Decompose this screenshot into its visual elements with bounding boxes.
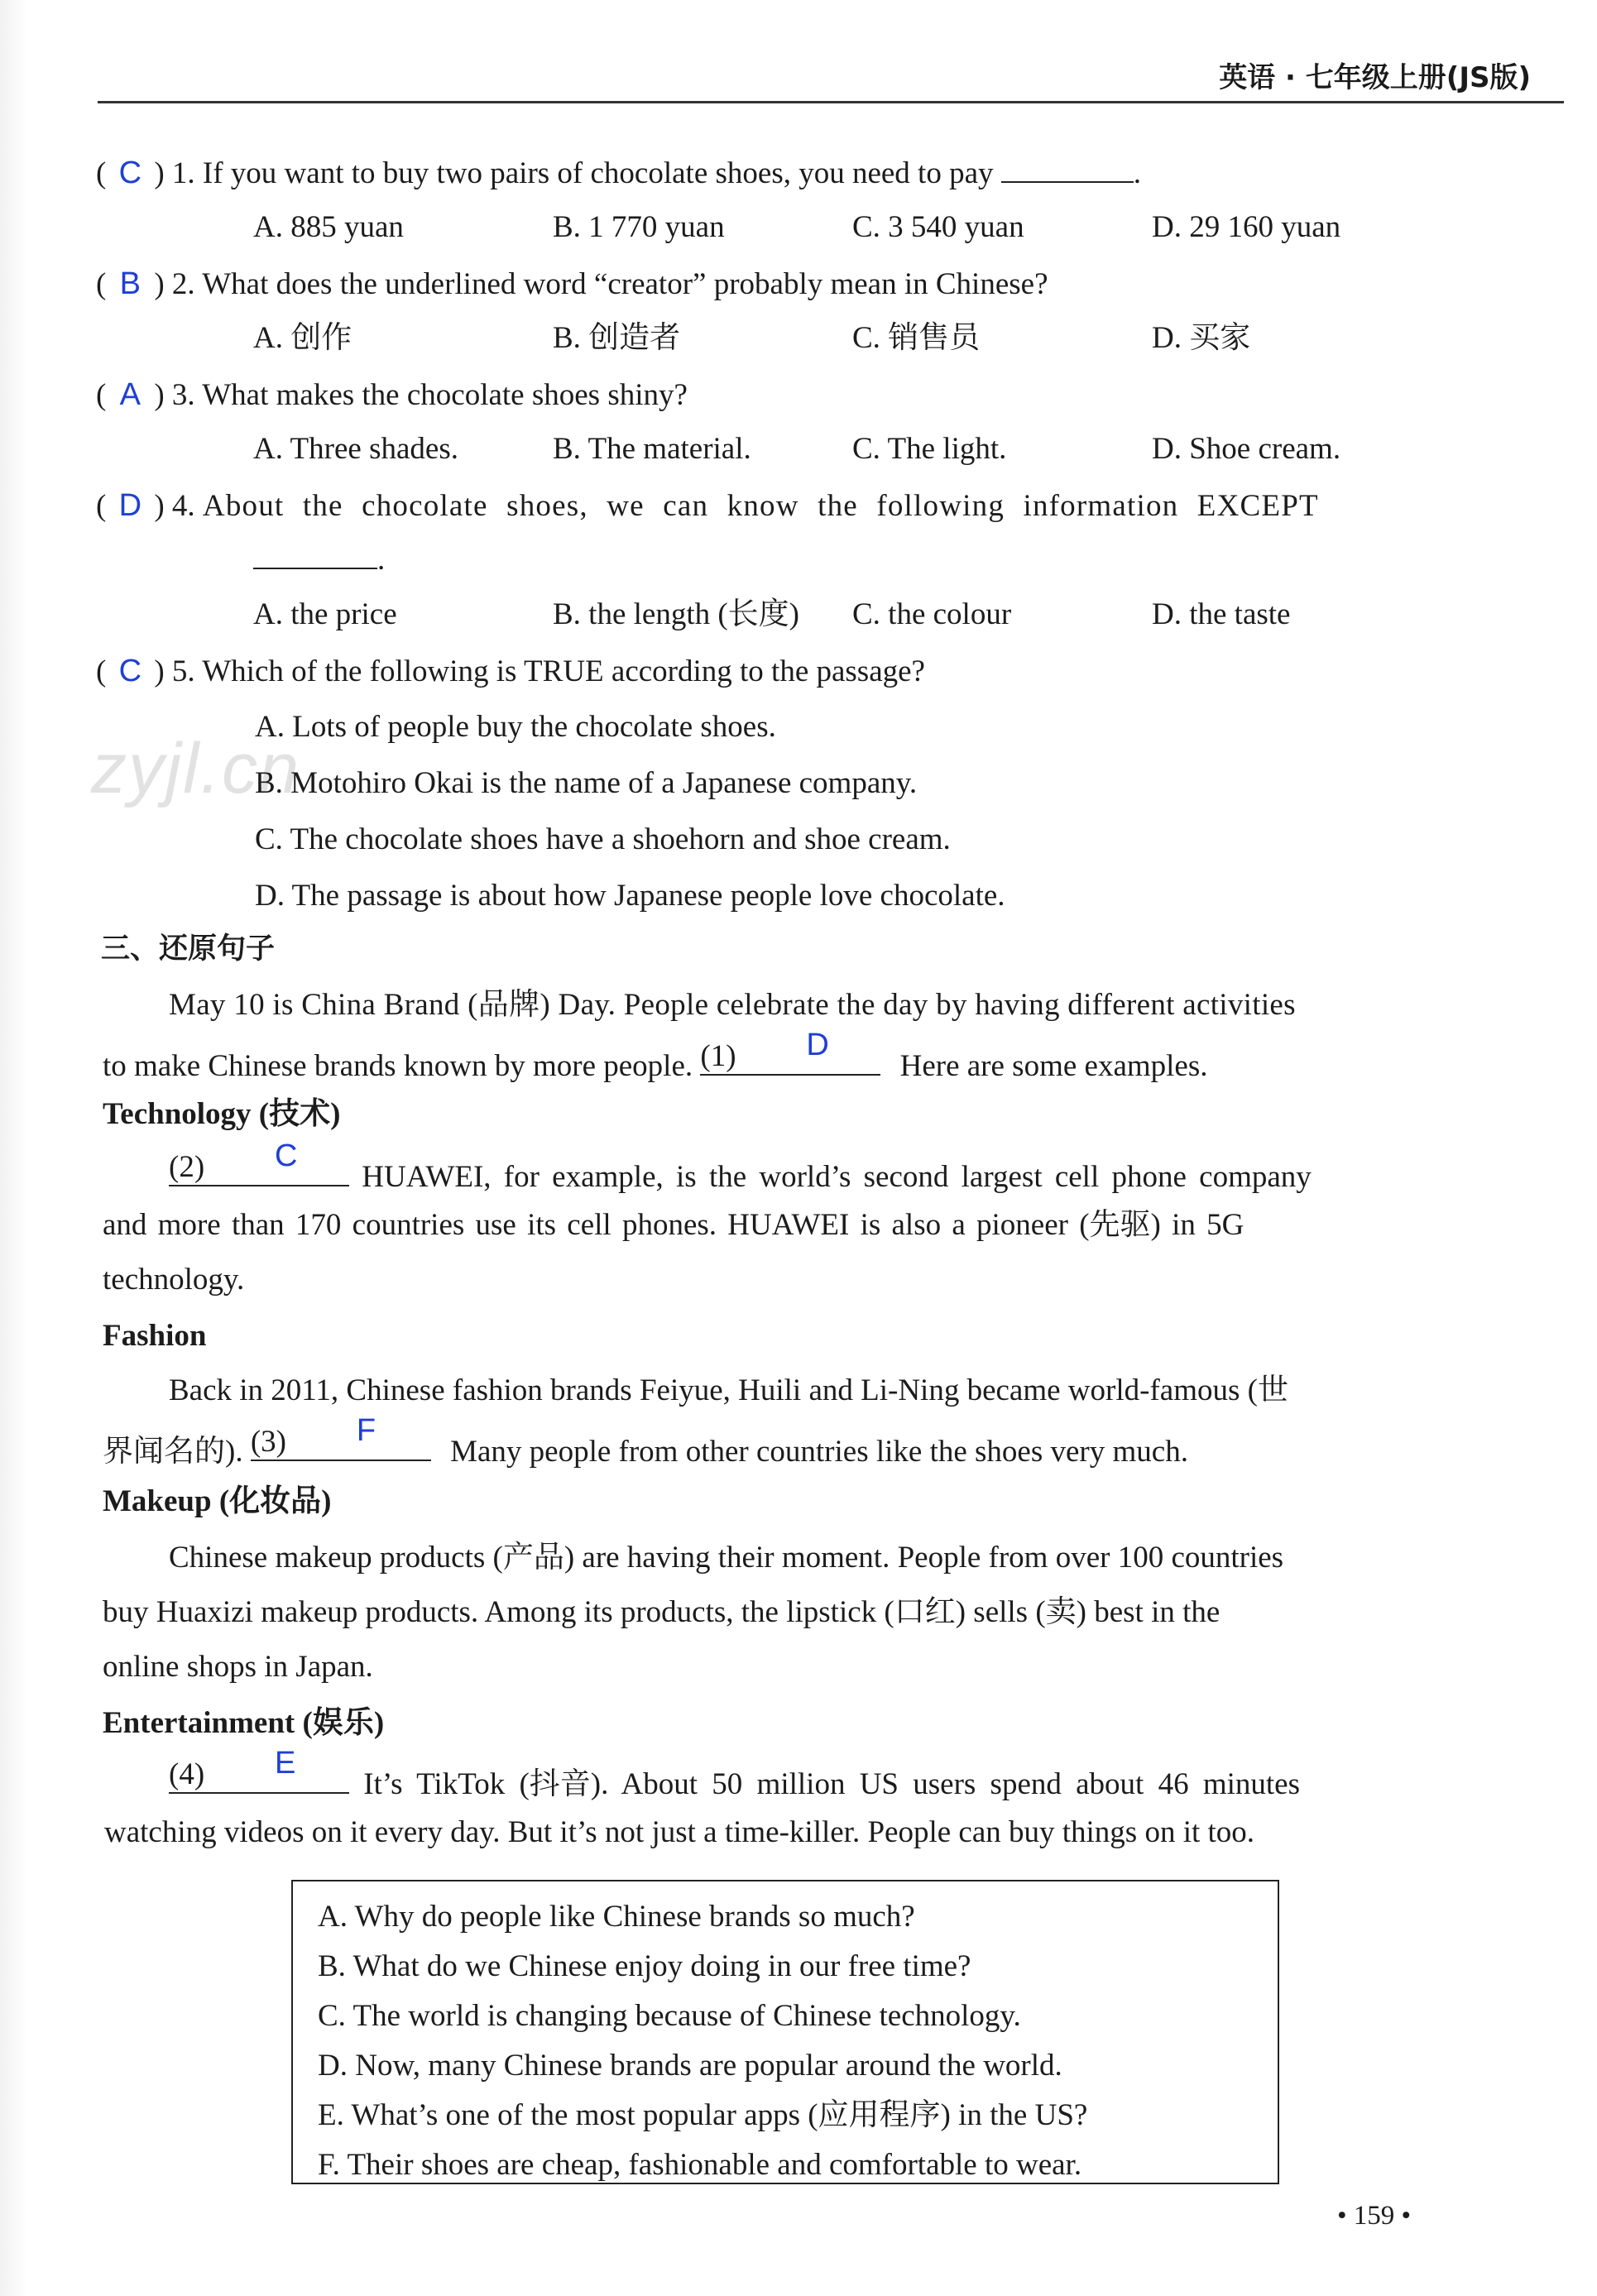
question-number: 5.	[171, 654, 195, 688]
entertainment-line-2: watching videos on it every day. But it’s not just a time-killer. People can buy things on it too.	[104, 1815, 1255, 1849]
gap-1	[700, 1028, 880, 1076]
gap-number: (1)	[700, 1039, 736, 1073]
option-a: A. the price	[253, 597, 397, 631]
question-stem: Which of the following is TRUE according to the passage?	[202, 654, 925, 688]
section-heading: 三、还原句子	[101, 932, 276, 966]
option-d: D. 买家	[1152, 321, 1251, 355]
question-1: ( C ) 1. If you want to buy two pairs of chocolate shoes, you need to pay .	[96, 152, 1141, 194]
page-number: • 159 •	[1337, 2201, 1412, 2231]
fashion-line-1: Back in 2011, Chinese fashion brands Feiyue, Huili and Li-Ning became world-famous (世	[169, 1373, 1288, 1407]
choice-b: B. What do we Chinese enjoy doing in our free time?	[318, 1949, 971, 1983]
option-c: C. The chocolate shoes have a shoehorn and shoe cream.	[255, 822, 951, 856]
choice-a: A. Why do people like Chinese brands so much?	[318, 1900, 915, 1934]
answer-blank	[1001, 153, 1134, 183]
answer-5: C	[118, 654, 142, 688]
option-d: D. 29 160 yuan	[1152, 210, 1341, 244]
gap-number: (2)	[169, 1150, 205, 1184]
answer-3: A	[119, 377, 141, 412]
fashion-text: 界闻名的).	[103, 1435, 243, 1469]
option-b: B. the length (长度)	[553, 597, 800, 631]
option-a: A. 创作	[253, 321, 352, 355]
question-stem: If you want to buy two pairs of chocolate shoes, you need to pay	[202, 156, 994, 190]
technology-heading: Technology (技术)	[103, 1097, 341, 1131]
sentence-options-box	[291, 1880, 1279, 2184]
option-a: A. 885 yuan	[253, 210, 404, 244]
option-a: A. Three shades.	[253, 432, 458, 466]
option-b: B. 1 770 yuan	[553, 210, 725, 244]
answer-2: B	[119, 266, 141, 301]
option-b: B. 创造者	[553, 321, 681, 355]
header-rule	[98, 101, 1564, 103]
intro-text: Here are some examples.	[899, 1049, 1208, 1083]
intro-line-1: May 10 is China Brand (品牌) Day. People celebrate the day by having different activities	[169, 988, 1296, 1022]
gap-number: (3)	[250, 1425, 286, 1459]
intro-text: to make Chinese brands known by more people.	[103, 1049, 693, 1083]
gap-3	[250, 1413, 431, 1461]
entertainment-text: It’s TikTok (抖音). About 50 million US users spend about 46 minutes	[363, 1767, 1300, 1801]
question-number: 2.	[171, 267, 195, 301]
intro-line-2	[103, 1028, 1208, 1087]
question-5: ( C ) 5. Which of the following is TRUE according to the passage?	[96, 650, 925, 693]
gap-answer: E	[275, 1746, 296, 1781]
stem-tail: .	[1133, 156, 1142, 190]
makeup-line-1: Chinese makeup products (产品) are having their moment. People from over 100 countries	[169, 1541, 1284, 1575]
entertainment-line-1	[169, 1746, 1300, 1805]
technology-line-2: and more than 170 countries use its cell phones. HUAWEI is also a pioneer (先驱) in 5G	[103, 1208, 1245, 1242]
makeup-heading: Makeup (化妆品)	[103, 1484, 332, 1518]
fashion-text: Many people from other countries like the shoes very much.	[450, 1435, 1188, 1469]
question-number: 3.	[171, 378, 195, 412]
gap-4	[169, 1746, 349, 1794]
option-c: C. the colour	[852, 597, 1012, 631]
option-d: D. The passage is about how Japanese people love chocolate.	[255, 879, 1005, 913]
choice-f: F. Their shoes are cheap, fashionable and comfortable to wear.	[318, 2148, 1082, 2182]
gap-number: (4)	[169, 1757, 205, 1791]
fashion-line-2	[103, 1413, 1188, 1473]
answer-blank-line: .	[253, 539, 385, 581]
option-b: B. Motohiro Okai is the name of a Japanese company.	[255, 766, 918, 800]
question-number: 4.	[171, 489, 195, 523]
question-stem: About the chocolate shoes, we can know the following information EXCEPT	[202, 489, 1319, 523]
gap-answer: F	[356, 1413, 376, 1448]
gap-answer: C	[275, 1138, 298, 1173]
technology-line-1	[169, 1138, 1312, 1198]
question-stem: What does the underlined word “creator” probably mean in Chinese?	[202, 267, 1048, 301]
option-b: B. The material.	[553, 432, 751, 466]
running-header: 英语 · 七年级上册(JS版)	[1219, 61, 1531, 94]
gap-answer: D	[806, 1028, 829, 1062]
question-3: ( A ) 3. What makes the chocolate shoes shiny?	[96, 374, 688, 416]
option-c: C. The light.	[852, 432, 1007, 466]
choice-e: E. What’s one of the most popular apps (应用程序) in the US?	[318, 2098, 1088, 2132]
question-stem: What makes the chocolate shoes shiny?	[202, 378, 688, 412]
answer-1: C	[118, 156, 142, 190]
technology-line-3: technology.	[103, 1263, 245, 1297]
option-d: D. the taste	[1152, 597, 1291, 631]
entertainment-heading: Entertainment (娱乐)	[103, 1706, 385, 1740]
choice-c: C. The world is changing because of Chinese technology.	[318, 1999, 1021, 2033]
option-c: C. 销售员	[852, 321, 981, 355]
technology-text: HUAWEI, for example, is the world’s second largest cell phone company	[362, 1160, 1312, 1194]
fashion-heading: Fashion	[103, 1319, 207, 1353]
option-d: D. Shoe cream.	[1152, 432, 1341, 466]
choice-d: D. Now, many Chinese brands are popular around the world.	[318, 2049, 1062, 2083]
makeup-line-3: online shops in Japan.	[103, 1650, 373, 1684]
question-2: ( B ) 2. What does the underlined word “creator” probably mean in Chinese?	[96, 263, 1048, 305]
watermark: zyjl.cn	[91, 729, 300, 808]
gap-2	[169, 1138, 349, 1186]
question-4: ( D ) 4. About the chocolate shoes, we can know the following information EXCEPT	[96, 485, 1319, 527]
question-number: 1.	[171, 156, 195, 190]
page-fold-shadow	[0, 0, 28, 2296]
option-c: C. 3 540 yuan	[852, 210, 1024, 244]
answer-4: D	[118, 488, 142, 523]
makeup-line-2: buy Huaxizi makeup products. Among its products, the lipstick (口红) sells (卖) best in the	[103, 1595, 1221, 1629]
option-a: A. Lots of people buy the chocolate shoes.	[255, 710, 776, 744]
